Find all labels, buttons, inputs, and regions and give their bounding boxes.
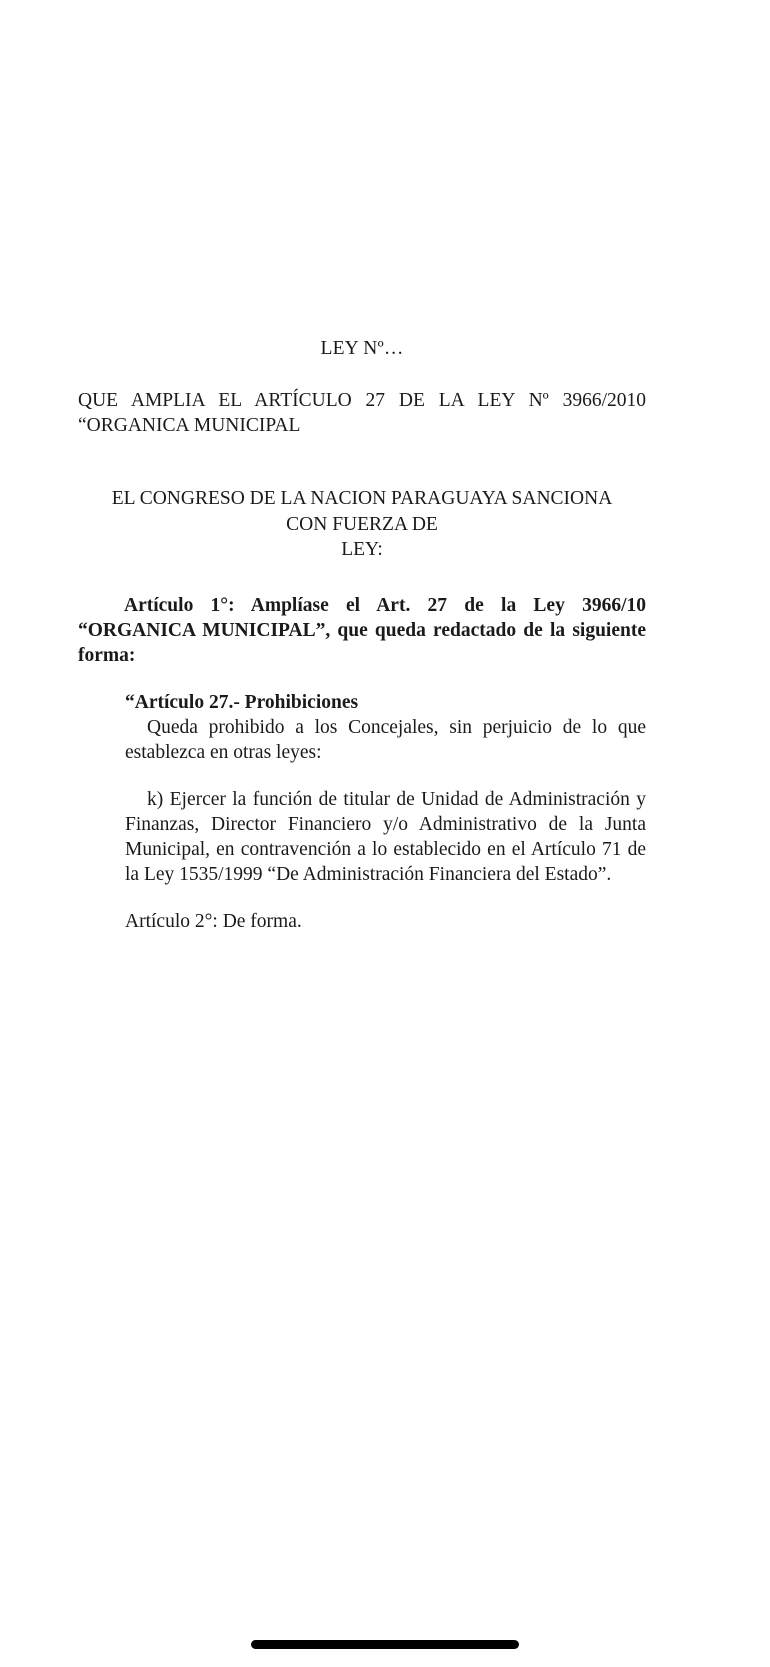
home-indicator[interactable] xyxy=(251,1640,519,1649)
spacer xyxy=(125,887,646,909)
quoted-article-intro: Queda prohibido a los Concejales, sin perjuicio de lo que establezca en otras leyes: xyxy=(125,716,646,763)
quoted-article-heading: “Artículo 27.- Prohibiciones xyxy=(125,691,359,713)
spacer xyxy=(78,668,646,690)
quoted-article-block xyxy=(125,690,646,934)
article-2-paragraph: Artículo 2°: De forma. xyxy=(125,910,302,932)
article-1-paragraph: Artículo 1°: Amplíase el Art. 27 de la Ley 3966/10 “ORGANICA MUNICIPAL”, que queda redactado de la siguiente forma: xyxy=(78,594,646,666)
spacer xyxy=(78,563,646,593)
law-subject-heading: QUE AMPLIA EL ARTÍCULO 27 DE LA LEY Nº 3966/2010 “ORGANICA MUNICIPAL xyxy=(78,390,646,436)
enactment-line-2: CON FUERZA DE xyxy=(286,513,438,535)
enactment-line-3: LEY: xyxy=(341,539,383,560)
document-text-body xyxy=(78,336,646,934)
spacer xyxy=(125,765,646,787)
law-number-heading: LEY Nº… xyxy=(320,338,404,359)
spacer xyxy=(78,438,646,486)
enactment-line-1: EL CONGRESO DE LA NACION PARAGUAYA SANCIONA xyxy=(111,488,613,509)
quoted-article-item-k: k) Ejercer la función de titular de Unidad de Administración y Finanzas, Director Financiero y/o Administrativo de la Junta Municipal, en contravención a lo establecido en el Artículo 71 de la Ley 1535/1999 “De Administración Financiera del Estado”. xyxy=(125,788,646,885)
